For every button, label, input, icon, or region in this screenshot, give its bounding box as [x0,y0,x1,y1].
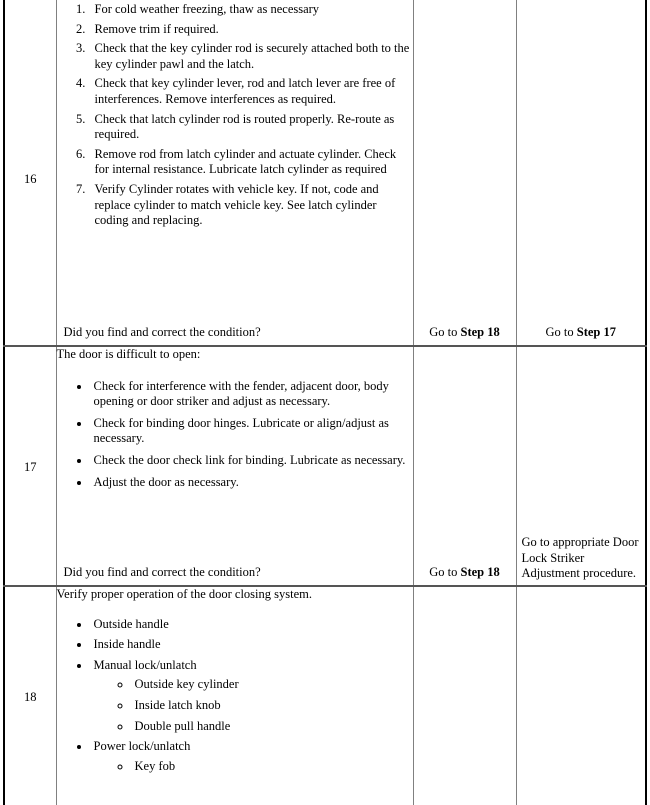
step-body-cell-16 [56,0,413,346]
goto-reference [414,325,516,341]
step-intro: The door is difficult to open: [56,347,201,361]
goto-step: Step 17 [576,325,616,340]
bullet-list [57,617,413,775]
list-item [91,658,413,734]
step-number: 16 [24,172,37,186]
list-item-label: Power lock/unlatch [93,739,191,754]
bullet-list [57,379,413,491]
table-row [4,346,646,586]
goto-prefix: Go to [545,325,577,340]
step-number-cell-18 [4,586,56,805]
list-item: 1. For cold weather freezing, thaw as necessary [89,2,413,18]
step-number-cell-17 [4,346,56,586]
list-item: • Inside handle [91,637,413,653]
list-item: ◦ Inside latch knob [132,698,413,714]
list-item: 2. Remove trim if required. [89,22,413,38]
ordered-step-list [57,2,413,229]
no-answer-cell-16 [516,0,646,346]
goto-procedure-reference: Go to appropriate Door Lock Striker Adjustment procedure. [521,535,639,581]
step-question: Did you find and correct the condition? [63,325,261,340]
list-item: • Check the door check link for binding. Lubricate as necessary. [91,453,413,469]
goto-step: Step 18 [460,565,500,580]
list-item: 3. Check that the key cylinder rod is securely attached both to the key cylinder pawl and the latch. [89,41,413,72]
step-question: Did you find and correct the condition? [63,565,261,580]
no-answer-cell-18 [516,586,646,805]
goto-prefix: Go to [429,565,461,580]
yes-answer-cell-18 [413,586,516,805]
goto-reference [414,565,516,581]
table-row [4,586,646,805]
yes-answer-cell-16 [413,0,516,346]
diagnostic-table [3,0,647,805]
list-item: ◦ Double pull handle [132,719,413,735]
step-intro: Verify proper operation of the door closing system. [56,587,312,601]
list-item: 7. Verify Cylinder rotates with vehicle key. If not, code and replace cylinder to match vehicle key. See latch cylinder coding and replacing. [89,182,413,229]
list-item: 5. Check that latch cylinder rod is routed properly. Re-route as required. [89,112,413,143]
goto-reference [517,325,646,341]
goto-step: Step 18 [460,325,500,340]
goto-prefix: Go to [429,325,461,340]
list-item: • Check for interference with the fender, adjacent door, body opening or door striker and adjust as necessary. [91,379,413,410]
list-item [91,739,413,774]
sub-bullet-list [94,677,413,734]
step-number-cell-16 [4,0,56,346]
list-item: • Outside handle [91,617,413,633]
list-item: 6. Remove rod from latch cylinder and actuate cylinder. Check for internal resistance. Lubricate latch cylinder as required [89,147,413,178]
sub-bullet-list [94,759,413,775]
list-item: ◦ Outside key cylinder [132,677,413,693]
list-item-label: Manual lock/unlatch [93,657,197,672]
no-answer-cell-17 [516,346,646,586]
list-item: ◦ Key fob [132,759,413,775]
step-body-cell-17 [56,346,413,586]
table-row [4,0,646,346]
list-item: • Check for binding door hinges. Lubricate or align/adjust as necessary. [91,416,413,447]
step-number: 17 [24,460,37,474]
step-number: 18 [24,690,37,704]
step-body-cell-18 [56,586,413,805]
list-item: • Adjust the door as necessary. [91,475,413,491]
list-item: 4. Check that key cylinder lever, rod and latch lever are free of interferences. Remove interferences as required. [89,76,413,107]
yes-answer-cell-17 [413,346,516,586]
